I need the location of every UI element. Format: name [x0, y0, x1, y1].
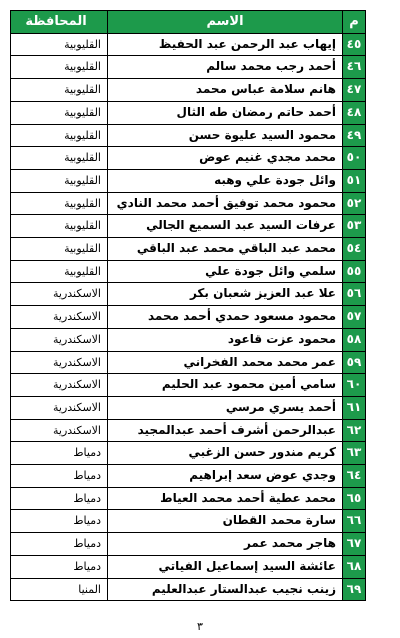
- table-row: [11, 442, 366, 465]
- row-governorate-cell: دمياط: [11, 555, 108, 578]
- table-row: [11, 215, 366, 238]
- row-number-cell: ٤٦: [343, 56, 366, 79]
- row-name-cell: محمود محمد توفيق أحمد محمد النادي: [108, 192, 343, 215]
- row-number-cell: ٦٤: [343, 465, 366, 488]
- table-row: [11, 56, 366, 79]
- table-row: [11, 283, 366, 306]
- table-body: [11, 33, 366, 601]
- row-number-cell: ٥٣: [343, 215, 366, 238]
- table-row: [11, 169, 366, 192]
- row-governorate-cell: الاسكندرية: [11, 396, 108, 419]
- row-name-cell: عبدالرحمن أشرف أحمد عبدالمجيد: [108, 419, 343, 442]
- row-number-cell: ٦٢: [343, 419, 366, 442]
- table-row: [11, 238, 366, 261]
- header-governorate: المحافظة: [11, 11, 108, 34]
- row-name-cell: كريم مندور حسن الزغبي: [108, 442, 343, 465]
- row-number-cell: ٦٥: [343, 487, 366, 510]
- row-name-cell: أحمد رجب محمد سالم: [108, 56, 343, 79]
- row-governorate-cell: الاسكندرية: [11, 351, 108, 374]
- row-number-cell: ٦٧: [343, 533, 366, 556]
- row-governorate-cell: الاسكندرية: [11, 374, 108, 397]
- row-number-cell: ٤٧: [343, 79, 366, 102]
- table-row: [11, 101, 366, 124]
- row-name-cell: محمد مجدي غنيم عوض: [108, 147, 343, 170]
- row-governorate-cell: القليوبية: [11, 147, 108, 170]
- row-number-cell: ٦٦: [343, 510, 366, 533]
- row-governorate-cell: القليوبية: [11, 215, 108, 238]
- row-number-cell: ٦٩: [343, 578, 366, 601]
- row-number-cell: ٥٩: [343, 351, 366, 374]
- row-name-cell: وائل جودة علي وهبه: [108, 169, 343, 192]
- table-row: [11, 147, 366, 170]
- row-name-cell: وجدي عوض سعد إبراهيم: [108, 465, 343, 488]
- table-row: [11, 79, 366, 102]
- row-governorate-cell: المنيا: [11, 578, 108, 601]
- row-name-cell: هانم سلامة عباس محمد: [108, 79, 343, 102]
- row-name-cell: محمد عبد الباقي محمد عبد الباقي: [108, 238, 343, 261]
- row-name-cell: هاجر محمد عمر: [108, 533, 343, 556]
- row-governorate-cell: القليوبية: [11, 33, 108, 56]
- row-governorate-cell: القليوبية: [11, 192, 108, 215]
- row-governorate-cell: دمياط: [11, 442, 108, 465]
- row-name-cell: محمود السيد عليوة حسن: [108, 124, 343, 147]
- row-governorate-cell: الاسكندرية: [11, 283, 108, 306]
- row-number-cell: ٥٨: [343, 328, 366, 351]
- row-governorate-cell: الاسكندرية: [11, 328, 108, 351]
- row-governorate-cell: دمياط: [11, 533, 108, 556]
- row-number-cell: ٥٥: [343, 260, 366, 283]
- page-number: ٣: [197, 620, 203, 633]
- table-row: [11, 487, 366, 510]
- row-number-cell: ٤٥: [343, 33, 366, 56]
- table-row: [11, 33, 366, 56]
- table-row: [11, 124, 366, 147]
- table-row: [11, 510, 366, 533]
- table-row: [11, 533, 366, 556]
- row-number-cell: ٦٣: [343, 442, 366, 465]
- row-name-cell: سامي أمين محمود عبد الحليم: [108, 374, 343, 397]
- table-row: [11, 578, 366, 601]
- row-number-cell: ٥١: [343, 169, 366, 192]
- table-row: [11, 396, 366, 419]
- row-governorate-cell: القليوبية: [11, 238, 108, 261]
- table-row: [11, 555, 366, 578]
- row-name-cell: عمر محمد محمد الفخراني: [108, 351, 343, 374]
- row-name-cell: علا عبد العزيز شعبان بكر: [108, 283, 343, 306]
- table-row: [11, 351, 366, 374]
- row-name-cell: محمود عزت قاعود: [108, 328, 343, 351]
- row-governorate-cell: الاسكندرية: [11, 306, 108, 329]
- table-row: [11, 328, 366, 351]
- row-number-cell: ٦٠: [343, 374, 366, 397]
- table-row: [11, 419, 366, 442]
- table-row: [11, 306, 366, 329]
- row-governorate-cell: دمياط: [11, 487, 108, 510]
- row-governorate-cell: القليوبية: [11, 101, 108, 124]
- row-number-cell: ٥٢: [343, 192, 366, 215]
- header-number: م: [343, 11, 366, 34]
- row-number-cell: ٦١: [343, 396, 366, 419]
- row-governorate-cell: دمياط: [11, 465, 108, 488]
- row-governorate-cell: الاسكندرية: [11, 419, 108, 442]
- row-name-cell: زينب نجيب عبدالستار عبدالعليم: [108, 578, 343, 601]
- registrants-table: [10, 10, 366, 601]
- row-number-cell: ٦٨: [343, 555, 366, 578]
- row-name-cell: سارة محمد القطان: [108, 510, 343, 533]
- table-header-row: [11, 11, 366, 34]
- row-governorate-cell: القليوبية: [11, 124, 108, 147]
- row-name-cell: سلمي وائل جودة علي: [108, 260, 343, 283]
- row-number-cell: ٥٦: [343, 283, 366, 306]
- row-governorate-cell: القليوبية: [11, 169, 108, 192]
- table-row: [11, 374, 366, 397]
- row-name-cell: محمد عطية أحمد محمد العياط: [108, 487, 343, 510]
- row-number-cell: ٥٤: [343, 238, 366, 261]
- row-governorate-cell: القليوبية: [11, 79, 108, 102]
- header-name: الاسم: [108, 11, 343, 34]
- row-number-cell: ٤٨: [343, 101, 366, 124]
- row-governorate-cell: القليوبية: [11, 260, 108, 283]
- row-number-cell: ٥٧: [343, 306, 366, 329]
- row-governorate-cell: دمياط: [11, 510, 108, 533]
- row-name-cell: عائشة السيد إسماعيل الفياتي: [108, 555, 343, 578]
- row-name-cell: محمود مسعود حمدي أحمد محمد: [108, 306, 343, 329]
- table-row: [11, 260, 366, 283]
- row-number-cell: ٥٠: [343, 147, 366, 170]
- row-name-cell: أحمد حاتم رمضان طه الثال: [108, 101, 343, 124]
- row-name-cell: عرفات السيد عبد السميع الجالي: [108, 215, 343, 238]
- table-row: [11, 192, 366, 215]
- table-row: [11, 465, 366, 488]
- row-name-cell: أحمد يسري مرسي: [108, 396, 343, 419]
- row-number-cell: ٤٩: [343, 124, 366, 147]
- row-governorate-cell: القليوبية: [11, 56, 108, 79]
- row-name-cell: إيهاب عبد الرحمن عبد الحفيظ: [108, 33, 343, 56]
